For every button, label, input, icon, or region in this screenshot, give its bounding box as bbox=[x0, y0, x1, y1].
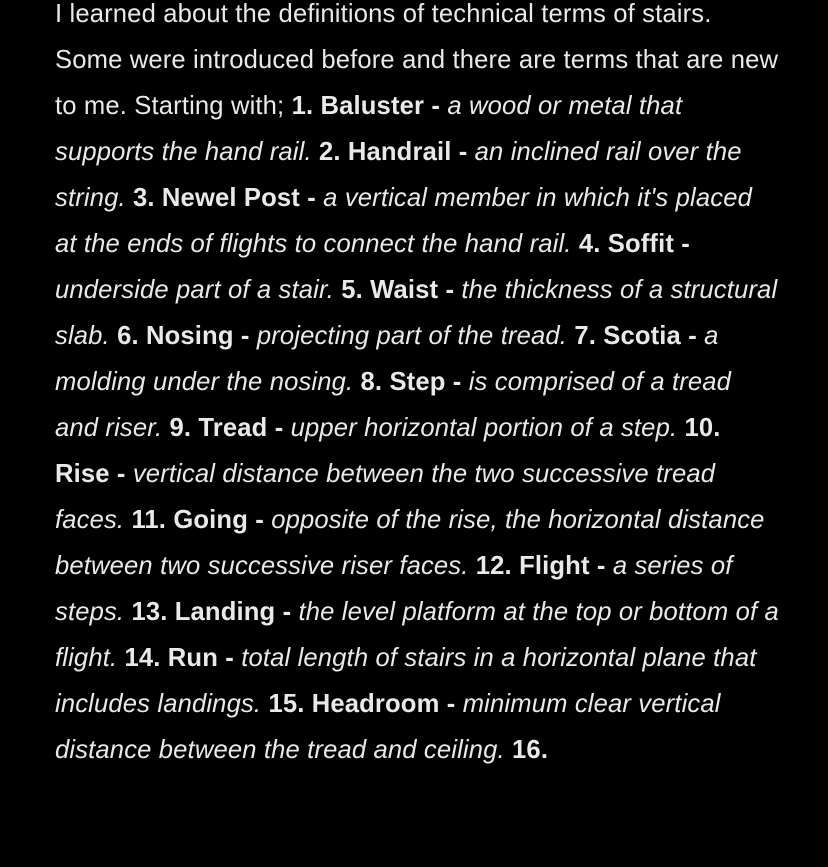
note-intro: I learned about the definitions of technical terms of stairs. Some were introduced before and there are terms that are new to me. Starting with; bbox=[55, 0, 779, 120]
term-definition: an inclined rail over the string. bbox=[55, 138, 742, 212]
term-label: 11. Going - bbox=[131, 506, 272, 534]
term-definition: underside part of a stair. bbox=[55, 276, 334, 304]
term-label: 12. Flight - bbox=[475, 552, 613, 580]
term-label: 3. Newel Post - bbox=[133, 184, 324, 212]
term-definition: is comprised of a tread and riser. bbox=[55, 368, 732, 442]
term-definition: the thickness of a structural slab. bbox=[55, 276, 778, 350]
term-label: 10. Rise - bbox=[55, 414, 721, 488]
term-label: 14. Run - bbox=[124, 644, 242, 672]
term-definition: vertical distance between the two successive tread faces. bbox=[55, 460, 716, 534]
term-label: 7. Scotia - bbox=[574, 322, 705, 350]
term-label: 6. Nosing - bbox=[117, 322, 257, 350]
term-definition: the level platform at the top or bottom of a flight. bbox=[55, 598, 779, 672]
term-definition: a series of steps. bbox=[55, 552, 733, 626]
term-label: 5. Waist - bbox=[341, 276, 462, 304]
term-label: 9. Tread - bbox=[169, 414, 291, 442]
term-definition: opposite of the rise, the horizontal distance between two successive riser faces. bbox=[55, 506, 765, 580]
term-label: 4. Soffit - bbox=[578, 230, 690, 258]
term-definition: a vertical member in which it's placed at the ends of flights to connect the hand rail. bbox=[55, 184, 752, 258]
term-definition: total length of stairs in a horizontal plane that includes landings. bbox=[55, 644, 757, 718]
term-definition: a wood or metal that supports the hand rail. bbox=[55, 92, 683, 166]
note-text bbox=[55, 0, 779, 773]
trailing-number: 16. bbox=[512, 736, 549, 764]
term-label: 8. Step - bbox=[360, 368, 469, 396]
term-definition: upper horizontal portion of a step. bbox=[290, 414, 678, 442]
term-definition: minimum clear vertical distance between the tread and ceiling. bbox=[55, 690, 721, 764]
term-label: 13. Landing - bbox=[131, 598, 299, 626]
term-definition: a molding under the nosing. bbox=[55, 322, 719, 396]
term-label: 1. Baluster - bbox=[291, 92, 448, 120]
term-label: 2. Handrail - bbox=[318, 138, 475, 166]
term-definition: projecting part of the tread. bbox=[256, 322, 568, 350]
term-label: 15. Headroom - bbox=[268, 690, 463, 718]
